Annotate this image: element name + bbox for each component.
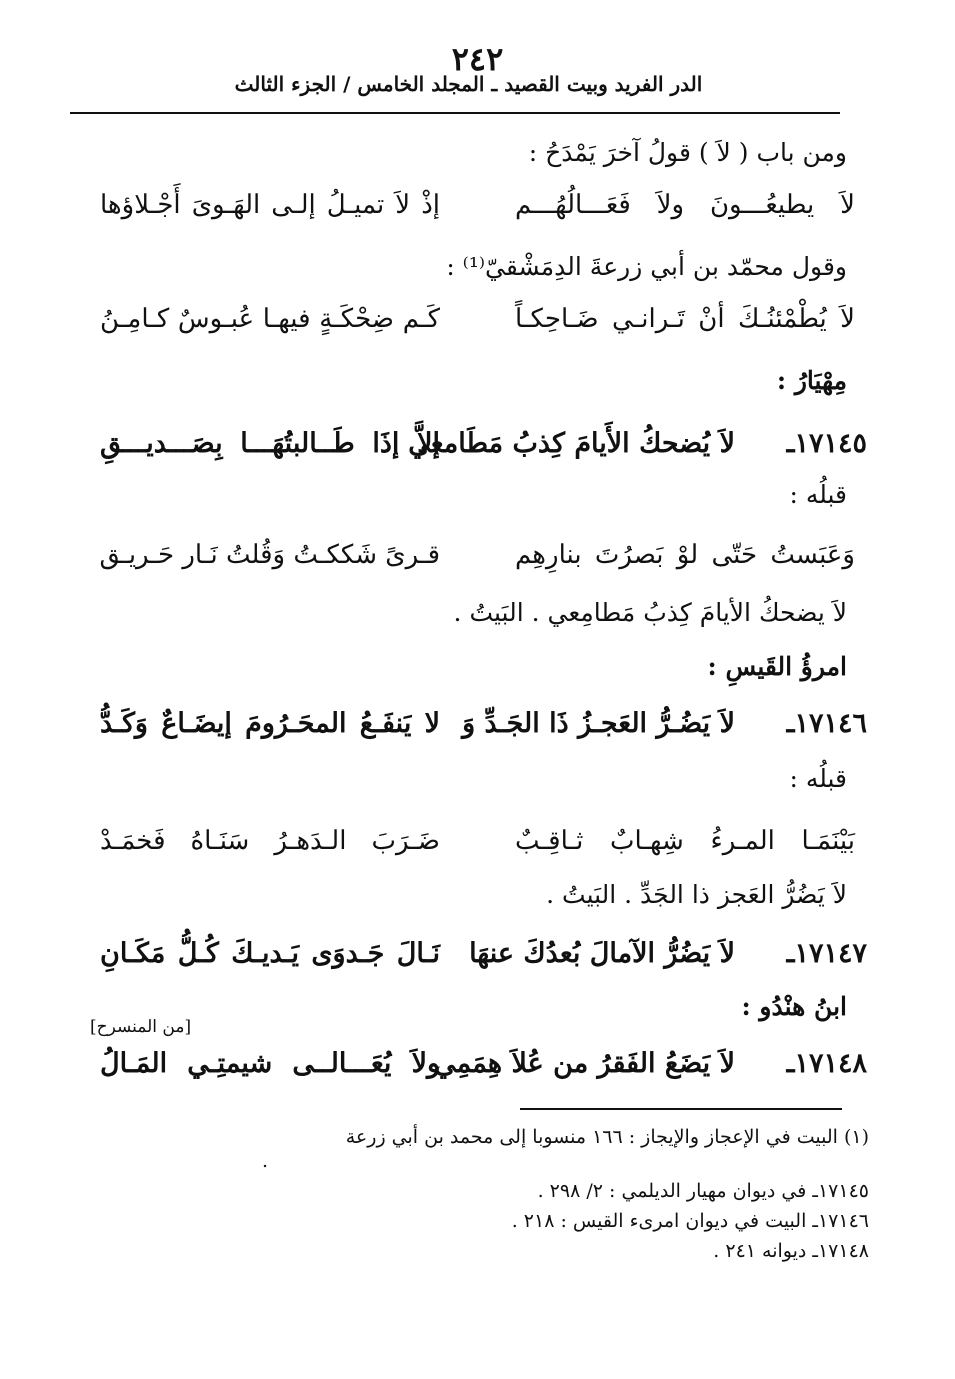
meter-label: [من المنسرح] (90, 1017, 192, 1037)
verse-17146 (100, 708, 867, 754)
verse-4-second-hemistich: ضَـرَبَ الـدَهـرُ سَنَـاهُ فَخمَـدْ (100, 826, 440, 856)
verse-17148-first-hemistich: لاَ يَضَعُ الفَقرُ من عُلاَ هِمَمِي (434, 1048, 735, 1079)
verse-2 (100, 304, 855, 350)
verse-17145-first-hemistich: لاَ يُضحكُ الأَيامَ كِذبُ مَطَامعي (408, 428, 735, 459)
footnote-3: ١٧١٤٦ـ البيت في ديوان امرىء القيس : ٢١٨ . (511, 1210, 869, 1232)
footnote-1-tail: . (262, 1150, 269, 1172)
verse-17145-second-hemistich: إلاَّ إذَا طَــالبتُهَـــا بِصَـــديـــقِ (100, 428, 440, 459)
verse-17146-second-hemistich: لا يَنفَـعُ المحَـرُومَ إيضَـاعٌ وَكَـدُّ (100, 708, 440, 739)
verse-4-first-hemistich: بَيْنَمَـا المـرءُ شِهـابٌ ثـاقِـبٌ (515, 826, 855, 856)
footnote-1: (١) البيت في الإعجاز والإيجاز : ١٦٦ منسوبا إلى محمد بن أبي زرعة (345, 1126, 869, 1148)
verse-reference: لاَ يضحكُ الأيامَ كِذبُ مَطامِعي . البَيتُ . (453, 598, 847, 627)
verse-3 (100, 540, 855, 586)
verse-2-second-hemistich: كَـم ضِحْكَـةٍ فيهـا عُبـوسٌ كـامِـنُ (100, 304, 440, 334)
verse-17148-second-hemistich: ولاَ يُعَـــالــى شيمتِـي المَـالُ (100, 1048, 440, 1079)
verse-17147-second-hemistich: نَـالَ جَـدوَى يَـديـكَ كُـلُّ مَكَـانِ (100, 938, 440, 969)
verse-3-second-hemistich: قـرىً شَككـتُ وَقُلتُ نَـار حَـريـق (99, 540, 440, 570)
footnote-2: ١٧١٤٥ـ في ديوان مهيار الديلمي : ٢/ ٢٩٨ . (537, 1180, 869, 1202)
verse-number: ١٧١٤٨ـ (786, 1048, 867, 1079)
verse-3-first-hemistich: وَعَبَستُ حَتّى لوْ بَصرُتَ بنارِهِم (515, 540, 855, 570)
running-title: الدر الفريد وبيت القصيد ـ المجلد الخامس / الجزء الثالث (234, 72, 703, 96)
verse-17146-first-hemistich: لاَ يَضُـرُّ العَجـزُ ذَا الجَـدِّ وَ (462, 708, 735, 739)
verse-number: ١٧١٤٥ـ (786, 428, 867, 459)
before-it-label: قبلُه : (789, 480, 847, 509)
verse-17147-first-hemistich: لاَ يَضُرُّ الآمالَ بُعدُكَ عنهَا (469, 938, 735, 969)
verse-number: ١٧١٤٧ـ (786, 938, 867, 969)
intro-line: ومن باب ( لاَ ) قولُ آخرَ يَمْدَحُ : (528, 138, 847, 167)
header-rule (70, 112, 840, 114)
verse-1-first-hemistich: لاَ يطيعُـــونَ ولاَ فَعَـــالُهُـــم (515, 190, 855, 220)
poet-name: مِهْيَارُ : (776, 366, 847, 395)
before-it-label: قبلُه : (789, 764, 847, 793)
verse-2-first-hemistich: لاَ يُطْمْئنُـكَ أنْ تَـرانـي ضَـاحِكـاً (515, 304, 855, 334)
verse-17145 (100, 428, 867, 474)
verse-1 (100, 190, 855, 236)
attribution-line: وقول محمّد بن أبي زرعةَ الدِمَشْقيّ⁽¹⁾ : (446, 252, 847, 281)
page-number: ٢٤٢ (451, 40, 504, 78)
verse-17148 (100, 1048, 867, 1094)
verse-4 (100, 826, 855, 872)
poet-name: ابنُ هنْدُو : (741, 992, 847, 1021)
verse-17147 (100, 938, 867, 984)
verse-reference: لاَ يَضُرُّ العَجز ذا الجَدِّ . البَيتُ . (546, 880, 847, 909)
footnote-rule (520, 1108, 842, 1110)
poet-name: امرؤُ القَيسِ : (707, 652, 847, 681)
footnote-4: ١٧١٤٨ـ ديوانه ٢٤١ . (713, 1240, 869, 1262)
verse-number: ١٧١٤٦ـ (786, 708, 867, 739)
verse-1-second-hemistich: إذْ لاَ تميـلُ إلـى الهَـوىَ أَجْـلاؤها (100, 190, 440, 220)
